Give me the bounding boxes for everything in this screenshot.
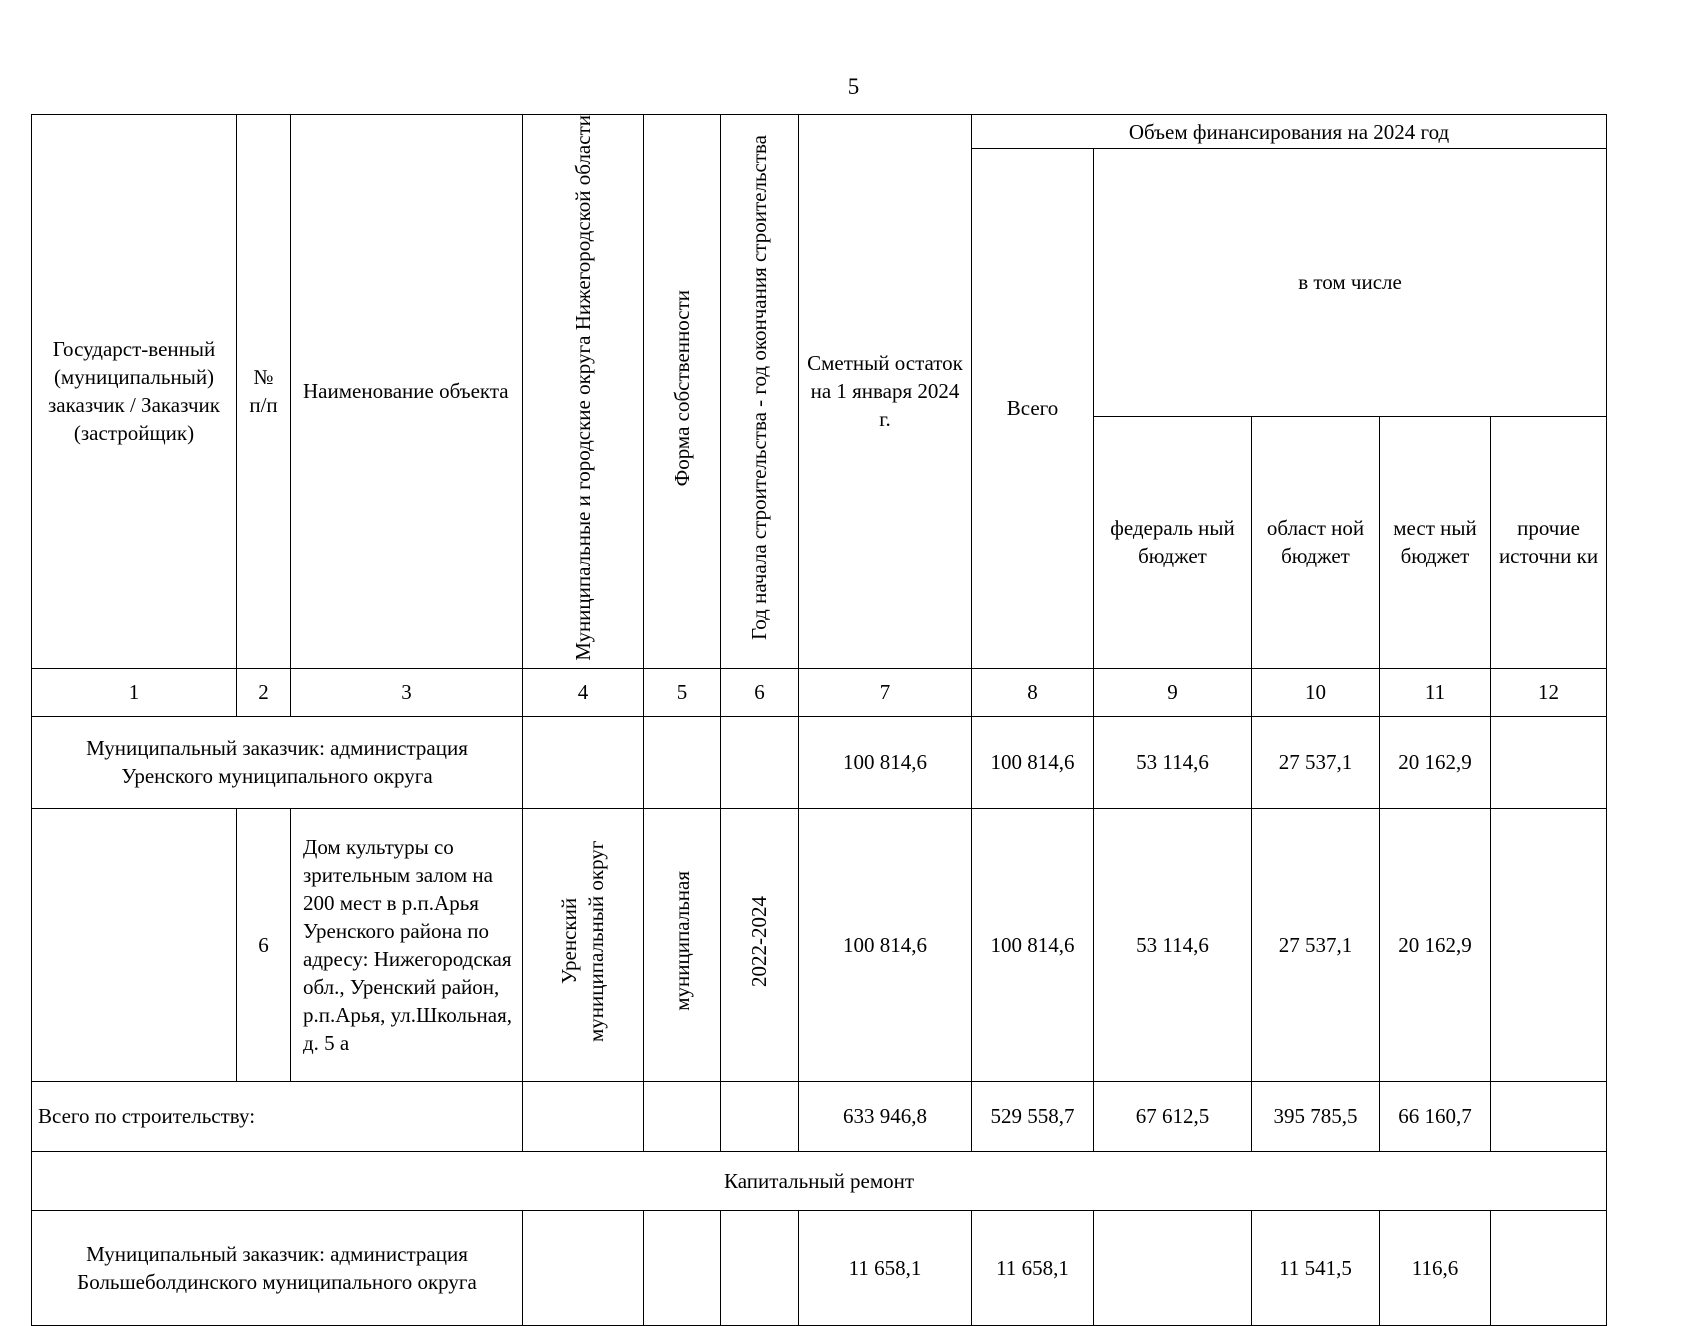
estimated-balance-value: 100 814,6 (799, 716, 972, 808)
column-number: 7 (799, 668, 972, 716)
construction-total-row (32, 1081, 1607, 1151)
column-number: 10 (1252, 668, 1380, 716)
federal-value: 53 114,6 (1094, 716, 1252, 808)
estimated-balance-value: 11 658,1 (799, 1210, 972, 1325)
empty-cell (523, 1210, 644, 1325)
object-row-6 (32, 808, 1607, 1081)
section-row-capital-repair (32, 1151, 1607, 1210)
header-local: мест ный бюджет (1380, 416, 1491, 668)
regional-value: 27 537,1 (1252, 716, 1380, 808)
regional-value: 395 785,5 (1252, 1081, 1380, 1151)
column-number: 4 (523, 668, 644, 716)
empty-cell (644, 716, 721, 808)
total-value: 100 814,6 (972, 716, 1094, 808)
local-value: 20 162,9 (1380, 808, 1491, 1081)
header-estimated-balance: Сметный остаток на 1 января 2024 г. (799, 115, 972, 669)
empty-cell (523, 1081, 644, 1151)
total-value: 11 658,1 (972, 1210, 1094, 1325)
header-municipality-text: Муниципальные и городские округа Нижегородской области (570, 115, 595, 661)
header-funding-group: Объем финансирования на 2024 год (972, 115, 1607, 149)
column-number: 12 (1491, 668, 1607, 716)
empty-cell (721, 716, 799, 808)
object-number: 6 (237, 808, 291, 1081)
local-value: 66 160,7 (1380, 1081, 1491, 1151)
federal-value: 67 612,5 (1094, 1081, 1252, 1151)
estimated-balance-value: 100 814,6 (799, 808, 972, 1081)
local-value: 116,6 (1380, 1210, 1491, 1325)
header-years-text: Год начала строительства - год окончания строительства (747, 135, 771, 641)
header-customer: Государст-венный (муниципальный) заказчик / Заказчик (застройщик) (32, 115, 237, 669)
column-number: 6 (721, 668, 799, 716)
column-number-row (32, 668, 1607, 716)
object-name: Дом культуры со зрительным залом на 200 мест в р.п.Арья Уренского района по адресу: Нижегородская обл., Уренский район, р.п.Арья, ул.Школьная, д. 5 а (291, 808, 523, 1081)
empty-cell (644, 1081, 721, 1151)
customer-label: Муниципальный заказчик: администрация Большеболдинского муниципального округа (32, 1210, 523, 1325)
federal-value: 53 114,6 (1094, 808, 1252, 1081)
object-ownership-text: муниципальная (669, 871, 694, 1012)
local-value: 20 162,9 (1380, 716, 1491, 808)
header-total: Всего (972, 149, 1094, 669)
header-including: в том числе (1094, 149, 1607, 417)
column-number: 9 (1094, 668, 1252, 716)
object-municipality-text: Уренский муниципальный округ (557, 840, 608, 1042)
header-federal: федераль ный бюджет (1094, 416, 1252, 668)
other-value (1491, 1081, 1607, 1151)
header-object-name: Наименование объекта (291, 115, 523, 669)
object-years-text: 2022-2024 (747, 895, 771, 987)
section-title: Капитальный ремонт (32, 1151, 1607, 1210)
column-number: 5 (644, 668, 721, 716)
empty-cell (644, 1210, 721, 1325)
header-row-number: № п/п (237, 115, 291, 669)
regional-value: 27 537,1 (1252, 808, 1380, 1081)
header-other: прочие источни ки (1491, 416, 1607, 668)
empty-cell (32, 808, 237, 1081)
construction-total-label: Всего по строительству: (32, 1081, 523, 1151)
header-years (721, 115, 799, 669)
customer-row-uren (32, 716, 1607, 808)
total-value: 100 814,6 (972, 808, 1094, 1081)
page-number: 5 (847, 74, 860, 99)
column-number: 2 (237, 668, 291, 716)
other-value (1491, 716, 1607, 808)
header-ownership (644, 115, 721, 669)
other-value (1491, 808, 1607, 1081)
other-value (1491, 1210, 1607, 1325)
header-ownership-text: Форма собственности (669, 289, 694, 487)
customer-label: Муниципальный заказчик: администрация Уренского муниципального округа (32, 716, 523, 808)
column-number: 3 (291, 668, 523, 716)
empty-cell (721, 1081, 799, 1151)
empty-cell (523, 716, 644, 808)
object-ownership (644, 808, 721, 1081)
total-value: 529 558,7 (972, 1081, 1094, 1151)
header-row-1 (32, 115, 1607, 149)
object-municipality (523, 808, 644, 1081)
empty-cell (721, 1210, 799, 1325)
header-regional: област ной бюджет (1252, 416, 1380, 668)
column-number: 1 (32, 668, 237, 716)
customer-row-bolsheboldino (32, 1210, 1607, 1325)
object-years (721, 808, 799, 1081)
column-number: 11 (1380, 668, 1491, 716)
column-number: 8 (972, 668, 1094, 716)
federal-value (1094, 1210, 1252, 1325)
regional-value: 11 541,5 (1252, 1210, 1380, 1325)
header-municipality (523, 115, 644, 669)
estimated-balance-value: 633 946,8 (799, 1081, 972, 1151)
investment-program-table (31, 114, 1607, 1326)
